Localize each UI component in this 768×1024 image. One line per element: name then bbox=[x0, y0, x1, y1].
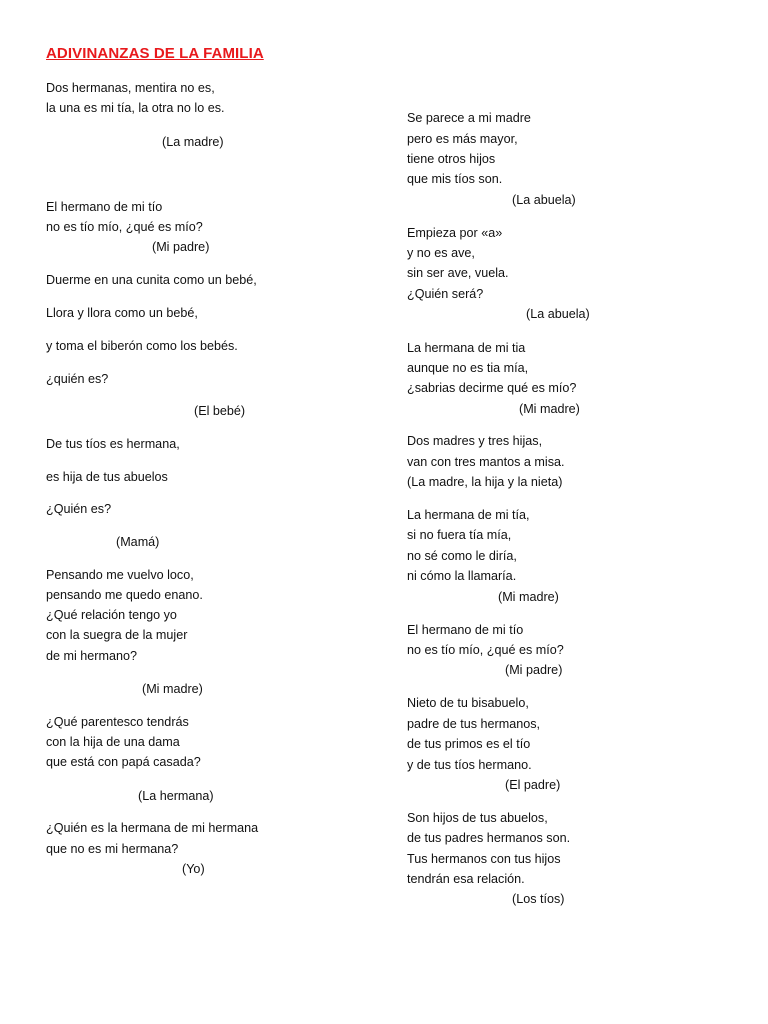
riddle-line: aunque no es tia mía, bbox=[407, 361, 529, 375]
riddle-line: ¿quién es? bbox=[46, 372, 109, 386]
riddle-line: ¿Qué relación tengo yo bbox=[46, 608, 177, 622]
riddle-answer: (Mi madre) bbox=[498, 590, 559, 604]
riddle-answer: (El bebé) bbox=[194, 404, 246, 418]
riddle-line: Pensando me vuelvo loco, bbox=[46, 568, 194, 582]
riddle-line: de mi hermano? bbox=[46, 649, 138, 663]
riddle-line: padre de tus hermanos, bbox=[407, 717, 541, 731]
riddle-line: y de tus tíos hermano. bbox=[407, 758, 532, 772]
riddle-line: De tus tíos es hermana, bbox=[46, 437, 180, 451]
riddle-line: y no es ave, bbox=[407, 246, 475, 260]
riddle-line: Dos madres y tres hijas, bbox=[407, 434, 543, 448]
riddle-line: con la suegra de la mujer bbox=[46, 628, 188, 642]
riddle-line: que mis tíos son. bbox=[407, 172, 503, 186]
riddle-line: ¿Qué parentesco tendrás bbox=[46, 715, 189, 729]
riddle-line: y toma el biberón como los bebés. bbox=[46, 339, 238, 353]
riddle-answer: (La abuela) bbox=[526, 307, 590, 321]
riddle-line: Empieza por «a» bbox=[407, 226, 503, 240]
riddle-line: ni cómo la llamaría. bbox=[407, 569, 517, 583]
riddle-line: sin ser ave, vuela. bbox=[407, 266, 509, 280]
riddle-line: si no fuera tía mía, bbox=[407, 528, 512, 542]
riddle-line: van con tres mantos a misa. bbox=[407, 455, 565, 469]
riddle-line: El hermano de mi tío bbox=[407, 623, 524, 637]
riddle-line: que no es mi hermana? bbox=[46, 842, 179, 856]
riddle-line: Llora y llora como un bebé, bbox=[46, 306, 198, 320]
riddle-line: Son hijos de tus abuelos, bbox=[407, 811, 548, 825]
riddle-answer: (La hermana) bbox=[138, 789, 214, 803]
riddle-line: ¿Quién será? bbox=[407, 287, 484, 301]
riddle-answer: (La madre) bbox=[162, 135, 224, 149]
riddle-line: que está con papá casada? bbox=[46, 755, 201, 769]
riddle-answer: (Yo) bbox=[182, 862, 205, 876]
riddle-line: La hermana de mi tía, bbox=[407, 508, 530, 522]
riddle-answer: (La madre, la hija y la nieta) bbox=[407, 475, 563, 489]
riddle-line: ¿Quién es? bbox=[46, 502, 112, 516]
riddle-line: Nieto de tu bisabuelo, bbox=[407, 696, 529, 710]
riddle-line: tiene otros hijos bbox=[407, 152, 496, 166]
riddle-line: es hija de tus abuelos bbox=[46, 470, 168, 484]
riddle-line: Duerme en una cunita como un bebé, bbox=[46, 273, 257, 287]
riddle-answer: (Mi madre) bbox=[519, 402, 580, 416]
riddle-line: con la hija de una dama bbox=[46, 735, 180, 749]
riddle-answer: (Los tíos) bbox=[512, 892, 565, 906]
riddle-line: pero es más mayor, bbox=[407, 132, 518, 146]
riddle-line: no es tío mío, ¿qué es mío? bbox=[407, 643, 564, 657]
riddle-line: Dos hermanas, mentira no es, bbox=[46, 81, 215, 95]
riddle-answer: (El padre) bbox=[505, 778, 561, 792]
riddle-line: no es tío mío, ¿qué es mío? bbox=[46, 220, 203, 234]
riddle-line: Se parece a mi madre bbox=[407, 111, 531, 125]
riddle-line: no sé como le diría, bbox=[407, 549, 517, 563]
riddle-line: pensando me quedo enano. bbox=[46, 588, 203, 602]
riddle-line: Tus hermanos con tus hijos bbox=[407, 852, 561, 866]
riddle-line: ¿sabrias decirme qué es mío? bbox=[407, 381, 577, 395]
riddle-answer: (Mi madre) bbox=[142, 682, 203, 696]
riddle-line: tendrán esa relación. bbox=[407, 872, 525, 886]
riddle-line: la una es mi tía, la otra no lo es. bbox=[46, 101, 225, 115]
riddle-line: de tus padres hermanos son. bbox=[407, 831, 571, 845]
riddle-answer: (Mi padre) bbox=[505, 663, 563, 677]
riddle-line: El hermano de mi tío bbox=[46, 200, 163, 214]
riddle-answer: (Mi padre) bbox=[152, 240, 210, 254]
riddle-line: ¿Quién es la hermana de mi hermana bbox=[46, 821, 259, 835]
riddle-line: La hermana de mi tia bbox=[407, 341, 526, 355]
riddle-answer: (Mamá) bbox=[116, 535, 160, 549]
document-title: ADIVINANZAS DE LA FAMILIA bbox=[46, 45, 264, 62]
riddle-line: de tus primos es el tío bbox=[407, 737, 531, 751]
riddle-answer: (La abuela) bbox=[512, 193, 576, 207]
